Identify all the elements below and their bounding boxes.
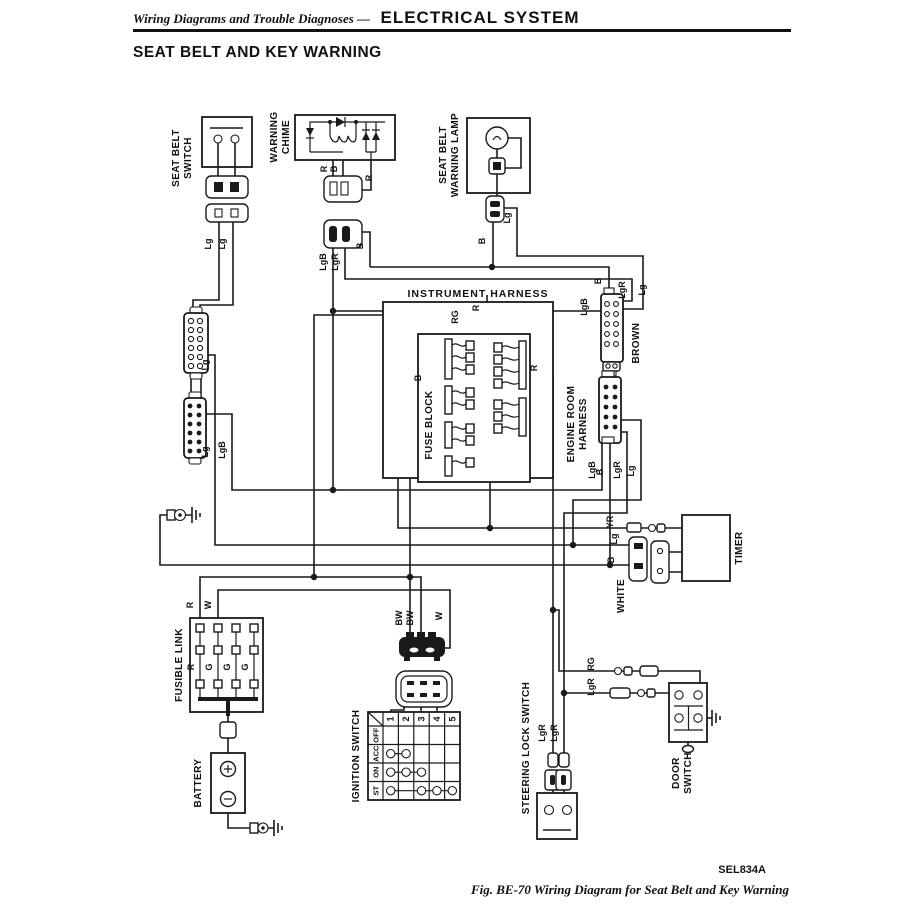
- white-connector: [616, 537, 669, 613]
- svg-text:Lg: Lg: [502, 212, 512, 224]
- svg-text:Lg: Lg: [200, 446, 210, 458]
- svg-text:BW: BW: [394, 610, 404, 626]
- warning-lamp-label: SEAT BELT: [438, 126, 449, 184]
- svg-text:BW: BW: [405, 610, 415, 626]
- ignition-switch: [351, 632, 460, 802]
- wire-label-lg: Lg: [203, 238, 213, 250]
- svg-text:Lg: Lg: [609, 533, 619, 545]
- svg-text:LgB: LgB: [217, 441, 227, 459]
- svg-text:Lg: Lg: [200, 359, 210, 371]
- ground-left: [167, 507, 200, 523]
- brown-label: BROWN: [631, 322, 642, 364]
- svg-text:SWITCH: SWITCH: [683, 752, 694, 794]
- svg-text:B: B: [329, 165, 339, 173]
- fuse-block: [418, 334, 530, 482]
- svg-text:OFF: OFF: [371, 727, 381, 743]
- svg-text:LgR: LgR: [330, 253, 340, 271]
- svg-text:LgR: LgR: [549, 724, 559, 742]
- svg-text:R: R: [186, 663, 196, 671]
- svg-text:RG: RG: [450, 310, 460, 324]
- breadcrumb: Wiring Diagrams and Trouble Diagnoses —: [133, 11, 371, 26]
- svg-text:1: 1: [385, 716, 396, 722]
- svg-text:4: 4: [431, 716, 442, 722]
- svg-text:B: B: [595, 468, 605, 476]
- svg-text:Lg: Lg: [626, 465, 636, 477]
- svg-text:B: B: [606, 556, 616, 564]
- svg-text:ON: ON: [371, 766, 381, 778]
- svg-text:R: R: [364, 174, 374, 182]
- seat-belt-switch: [171, 117, 252, 222]
- fusible-link-label: FUSIBLE LINK: [174, 628, 185, 702]
- timer: [682, 515, 745, 581]
- brown-connector: [601, 288, 642, 376]
- engine-room-harness-connector: [566, 371, 621, 462]
- section-title: ELECTRICAL SYSTEM: [380, 8, 580, 27]
- svg-text:B: B: [593, 277, 603, 285]
- door-switch: [669, 683, 720, 794]
- svg-text:ST: ST: [371, 785, 381, 796]
- svg-text:W: W: [203, 600, 213, 610]
- svg-text:B: B: [355, 242, 365, 250]
- figure-caption: Fig. BE-70 Wiring Diagram for Seat Belt and Key Warning: [470, 882, 790, 897]
- svg-text:RG: RG: [586, 657, 596, 671]
- svg-text:YR: YR: [605, 515, 615, 529]
- svg-text:5: 5: [447, 716, 458, 722]
- svg-text:R: R: [471, 304, 481, 312]
- svg-text:B: B: [477, 237, 487, 245]
- svg-text:LgR: LgR: [537, 724, 547, 742]
- svg-text:LgR: LgR: [612, 461, 622, 479]
- seat-belt-warning-lamp: [438, 113, 530, 222]
- svg-text:LgR: LgR: [586, 678, 596, 696]
- svg-text:R: R: [529, 364, 539, 372]
- ignition-switch-table: [368, 712, 460, 800]
- svg-text:G: G: [240, 663, 250, 671]
- battery: [193, 753, 282, 836]
- svg-text:R: R: [185, 601, 195, 609]
- fusible-link: [174, 618, 263, 738]
- engine-room-harness-label: ENGINE ROOM: [566, 385, 577, 463]
- seat-belt-switch-label: SEAT BELT: [171, 129, 182, 187]
- svg-text:B: B: [413, 374, 423, 382]
- svg-text:ACC: ACC: [371, 745, 381, 762]
- steering-lock-switch: [521, 682, 577, 839]
- svg-text:CHIME: CHIME: [281, 119, 292, 155]
- fuse-block-label: FUSE BLOCK: [424, 390, 435, 460]
- svg-text:LgB: LgB: [587, 461, 597, 479]
- svg-text:Lg: Lg: [637, 284, 647, 296]
- svg-text:R: R: [319, 165, 329, 173]
- warning-chime: [269, 111, 395, 248]
- svg-text:3: 3: [416, 716, 427, 722]
- figure-code: SEL834A: [718, 864, 766, 876]
- page-title: SEAT BELT AND KEY WARNING: [133, 44, 382, 61]
- instrument-harness-label: INSTRUMENT HARNESS: [407, 288, 549, 300]
- svg-text:Lg: Lg: [217, 238, 227, 250]
- svg-text:WARNING LAMP: WARNING LAMP: [450, 112, 461, 198]
- svg-text:LgB: LgB: [318, 253, 328, 271]
- ignition-switch-label: IGNITION SWITCH: [351, 709, 362, 803]
- timer-label: TIMER: [734, 531, 745, 565]
- white-connector-label: WHITE: [616, 578, 627, 614]
- svg-text:G: G: [204, 663, 214, 671]
- svg-text:G: G: [222, 663, 232, 671]
- svg-text:LgB: LgB: [579, 298, 589, 316]
- svg-text:W: W: [434, 611, 444, 621]
- warning-chime-label: WARNING: [269, 111, 280, 163]
- svg-text:LgR: LgR: [617, 281, 627, 299]
- battery-label: BATTERY: [193, 758, 204, 808]
- svg-text:2: 2: [401, 716, 412, 722]
- svg-text:HARNESS: HARNESS: [578, 398, 589, 450]
- door-switch-label: DOOR: [671, 757, 682, 789]
- steering-lock-switch-label: STEERING LOCK SWITCH: [521, 681, 532, 815]
- svg-text:SWITCH: SWITCH: [183, 137, 194, 179]
